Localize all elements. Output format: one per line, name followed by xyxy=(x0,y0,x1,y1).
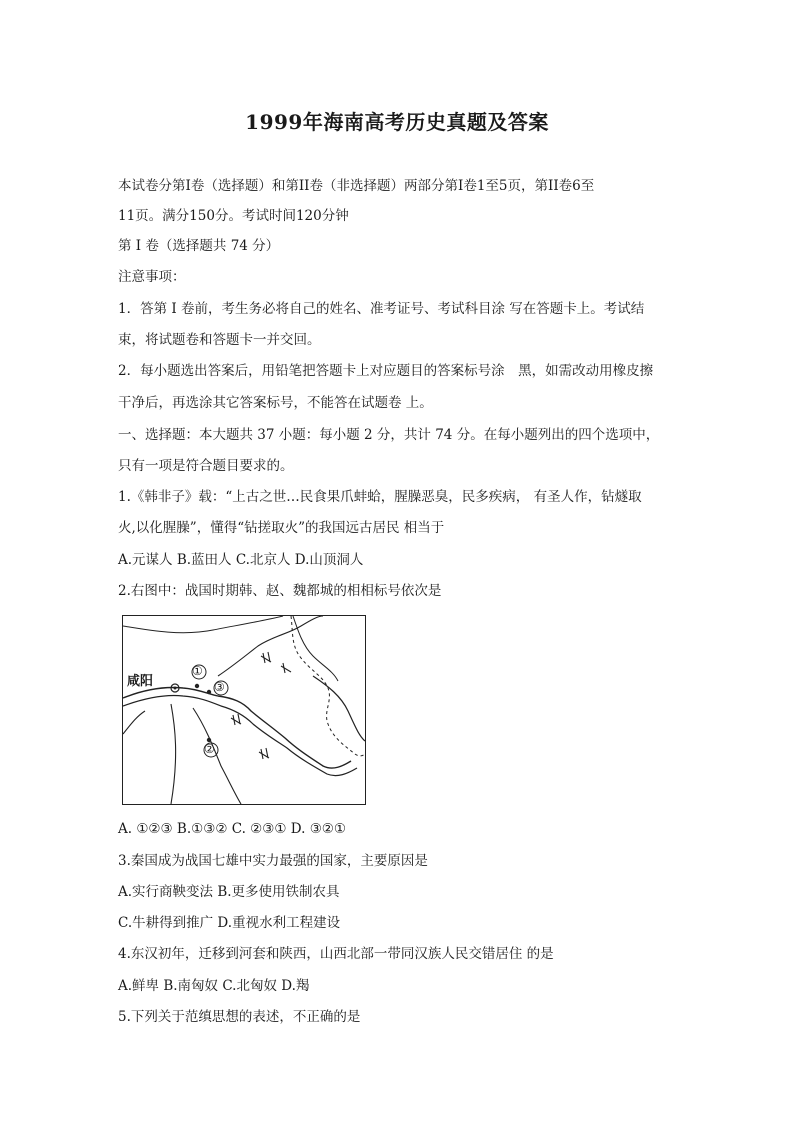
notice-item: 干净后，再选涂其它答案标号，不能答在试题卷 上。 xyxy=(118,395,433,411)
map-marker-3: ③ xyxy=(214,680,225,694)
question-text: 3.秦国成为战国七雄中实力最强的国家，主要原因是 xyxy=(118,853,428,869)
section-heading: 只有一项是符合题目要求的。 xyxy=(118,458,294,474)
question-options: A.元谋人 B.蓝田人 C.北京人 D.山顶洞人 xyxy=(118,552,364,568)
question-text: 4.东汉初年，迁移到河套和陕西，山西北部一带同汉族人民交错居住 的是 xyxy=(118,946,554,962)
notice-item: 2．每小题选出答案后，用铅笔把答题卡上对应题目的答案标号涂 黑，如需改动用橡皮擦 xyxy=(118,363,654,379)
question-text: 1.《韩非子》载：“上古之世…民食果爪蚌蛤，腥臊恶臭，民多疾病， 有圣人作，钻燧取 xyxy=(118,489,642,505)
question-text: 2.右图中：战国时期韩、赵、魏都城的相相标号依次是 xyxy=(118,583,442,599)
city-dot-3 xyxy=(207,690,211,694)
intro-line: 11页。满分150分。考试时间120分钟 xyxy=(118,208,349,224)
map-city-label: 咸阳 xyxy=(127,674,154,689)
page-title: 1999年海南高考历史真题及答案 xyxy=(245,110,549,134)
section-heading: 一、选择题：本大题共 37 小题：每小题 2 分，共计 74 分。在每小题列出的四个选项中， xyxy=(118,427,660,443)
question-options: A.鲜卑 B.南匈奴 C.北匈奴 D.羯 xyxy=(118,978,310,994)
notice-item: 1．答第 Ⅰ 卷前，考生务必将自己的姓名、准考证号、考试科目涂 写在答题卡上。考试结 xyxy=(118,301,645,317)
question-text: 火,以化腥臊”，懂得“钻搓取火”的我国远古居民 相当于 xyxy=(118,520,445,536)
question-options: A. ①②③ B.①③② C. ②③① D. ③②① xyxy=(118,821,347,837)
map-marker-2: ② xyxy=(204,742,215,756)
notice-item: 束，将试题卷和答题卡一并交回。 xyxy=(118,332,321,348)
yellow-river xyxy=(123,687,351,768)
warring-states-map xyxy=(122,615,366,805)
question-options: A.实行商鞅变法 B.更多使用铁制农具 xyxy=(118,884,340,900)
notice-heading: 注意事项： xyxy=(118,269,186,285)
city-dot-1 xyxy=(195,684,199,688)
intro-line: 第 Ⅰ 卷（选择题共 74 分） xyxy=(118,238,280,254)
question-options: C.牛耕得到推广 D.重视水利工程建设 xyxy=(118,915,341,931)
intro-line: 本试卷分第Ⅰ卷（选择题）和第II卷（非选择题）两部分第Ⅰ卷1至5页，第II卷6至 xyxy=(118,178,595,194)
question-text: 5.下列关于范缜思想的表述，不正确的是 xyxy=(118,1009,361,1025)
map-marker-1: ① xyxy=(192,664,203,678)
